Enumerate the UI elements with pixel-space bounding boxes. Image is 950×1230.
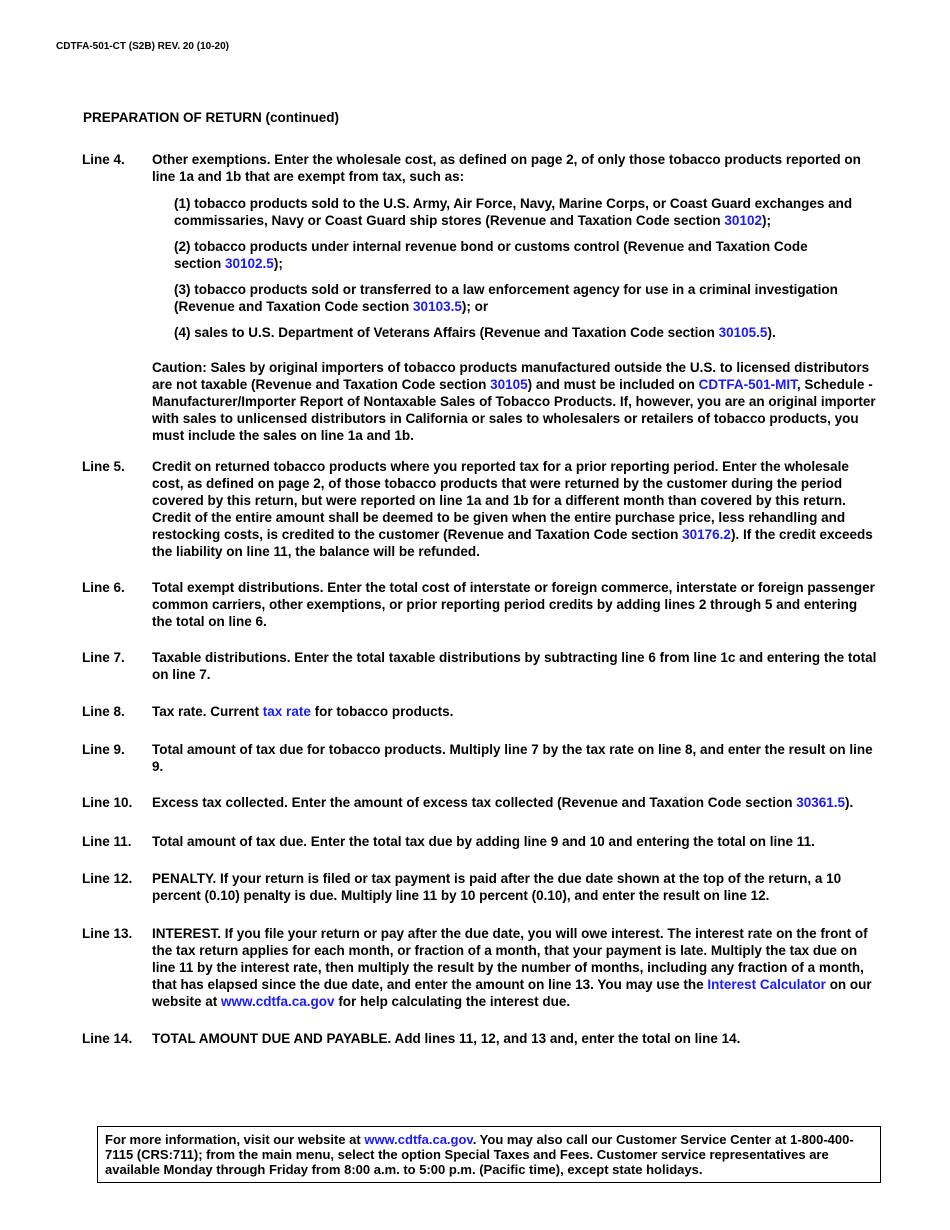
line-13-text: INTEREST. If you file your return or pay after the due date, you will owe interest. The interest rate on the front of the tax return applies for each month, or fraction of a month, that your payment is late. Multiply the tax due on line 11 by the interest rate, then multiply the result by the number of months, including any fraction of a month, that has elapsed since the due date, and enter the amount on line 13. You may use the Interest Calculator on our website at www.cdtfa.ca.gov for help calculating the interest due. — [152, 926, 872, 1009]
section-title: PREPARATION OF RETURN (continued) — [83, 110, 339, 125]
line-11-label: Line 11. — [82, 834, 132, 849]
code-link-30105-5[interactable]: 30105.5 — [718, 325, 768, 340]
code-link-30361-5[interactable]: 30361.5 — [796, 795, 846, 810]
line-4-item-4: (4) sales to U.S. Department of Veterans Affairs (Revenue and Taxation Code section 30105.5). — [174, 325, 776, 340]
line-4-item-2: (2) tobacco products under internal revenue bond or customs control (Revenue and Taxation Code section 30102.5); — [174, 239, 808, 271]
line-6-label: Line 6. — [82, 580, 125, 595]
interest-calculator-link[interactable]: Interest Calculator — [707, 977, 826, 992]
info-box: For more information, visit our website at www.cdtfa.ca.gov. You may also call our Customer Service Center at 1-800-400-7115 (CRS:711); from the main menu, select the option Special Taxes and Fees. Customer service representatives are available Monday through Friday from 8:00 a.m. to 5:00 p.m. (Pacific time), except state holidays. — [97, 1126, 881, 1183]
line-8-label: Line 8. — [82, 704, 125, 719]
tax-rate-link[interactable]: tax rate — [262, 704, 311, 719]
line-4-caution: Caution: Sales by original importers of tobacco products manufactured outside the U.S. to licensed distributors are not taxable (Revenue and Taxation Code section 30105) and must be included on CDTFA-501-MIT, Schedule - Manufacturer/Importer Report of Nontaxable Sales of Tobacco Products. If, however, you are an original importer with sales to unlicensed distributors in California or sales to wholesalers or retailers of tobacco products, you must include the sales on line 1a and 1b. — [152, 360, 876, 443]
line-14-label: Line 14. — [82, 1031, 133, 1046]
line-4-intro: Other exemptions. Enter the wholesale cost, as defined on page 2, of only those tobacco products reported on line 1a and 1b that are exempt from tax, such as: — [152, 152, 861, 184]
line-10-text: Excess tax collected. Enter the amount of excess tax collected (Revenue and Taxation Code section 30361.5). — [152, 795, 854, 810]
line-11-text: Total amount of tax due. Enter the total tax due by adding line 9 and 10 and entering the total on line 11. — [152, 834, 815, 849]
line-8-text: Tax rate. Current tax rate for tobacco products. — [152, 704, 454, 719]
code-link-30105[interactable]: 30105 — [490, 377, 528, 392]
line-4-item-1: (1) tobacco products sold to the U.S. Army, Air Force, Navy, Marine Corps, or Coast Guard exchanges and commissaries, Navy or Coast Guard ship stores (Revenue and Taxation Code section 30102); — [174, 196, 853, 228]
line-9-label: Line 9. — [82, 742, 125, 757]
line-13-label: Line 13. — [82, 926, 133, 941]
code-link-30176-2[interactable]: 30176.2 — [682, 527, 731, 542]
line-5-label: Line 5. — [82, 459, 125, 474]
line-7-label: Line 7. — [82, 650, 125, 665]
line-4-label: Line 4. — [82, 152, 125, 167]
code-link-30103-5[interactable]: 30103.5 — [413, 299, 462, 314]
line-14-text: TOTAL AMOUNT DUE AND PAYABLE. Add lines 11, 12, and 13 and, enter the total on line 14. — [152, 1031, 741, 1046]
line-12-label: Line 12. — [82, 871, 133, 886]
line-7-text: Taxable distributions. Enter the total taxable distributions by subtracting line 6 from line 1c and entering the total on line 7. — [152, 650, 877, 682]
code-link-30102-5[interactable]: 30102.5 — [225, 256, 274, 271]
form-number: CDTFA-501-CT (S2B) REV. 20 (10-20) — [56, 41, 230, 52]
line-6-text: Total exempt distributions. Enter the total cost of interstate or foreign commerce, interstate or foreign passenger common carriers, other exemptions, or prior reporting period credits by adding lines 2 through 5 and entering the total on line 6. — [152, 580, 875, 629]
line-12-text: PENALTY. If your return is filed or tax payment is paid after the due date shown at the top of the return, a 10 percent (0.10) penalty is due. Multiply line 11 by 10 percent (0.10), and enter the result on line 12. — [152, 871, 842, 903]
form-link-cdtfa-501-mit[interactable]: CDTFA-501-MIT — [698, 377, 797, 392]
website-link[interactable]: www.cdtfa.ca.gov — [221, 994, 335, 1009]
line-10-label: Line 10. — [82, 795, 133, 810]
line-5-text: Credit on returned tobacco products where you reported tax for a prior reporting period. Enter the wholesale cost, as defined on page 2, of those tobacco products that were returned by the customer during the period covered by this return, but were reported on line 1a and 1b for a different month than covered by this return. Credit of the entire amount shall be deemed to be given when the entire purchase price, less rehandling and restocking costs, is credited to the customer (Revenue and Taxation Code section 30176.2). If the credit exceeds the liability on line 11, the balance will be refunded. — [152, 459, 873, 559]
line-4-item-3: (3) tobacco products sold or transferred to a law enforcement agency for use in a criminal investigation (Revenue and Taxation Code section 30103.5); or — [174, 282, 838, 314]
code-link-30102[interactable]: 30102 — [724, 213, 762, 228]
line-9-text: Total amount of tax due for tobacco products. Multiply line 7 by the tax rate on line 8, and enter the result on line 9. — [152, 742, 873, 774]
footer-website-link[interactable]: www.cdtfa.ca.gov — [364, 1132, 473, 1147]
